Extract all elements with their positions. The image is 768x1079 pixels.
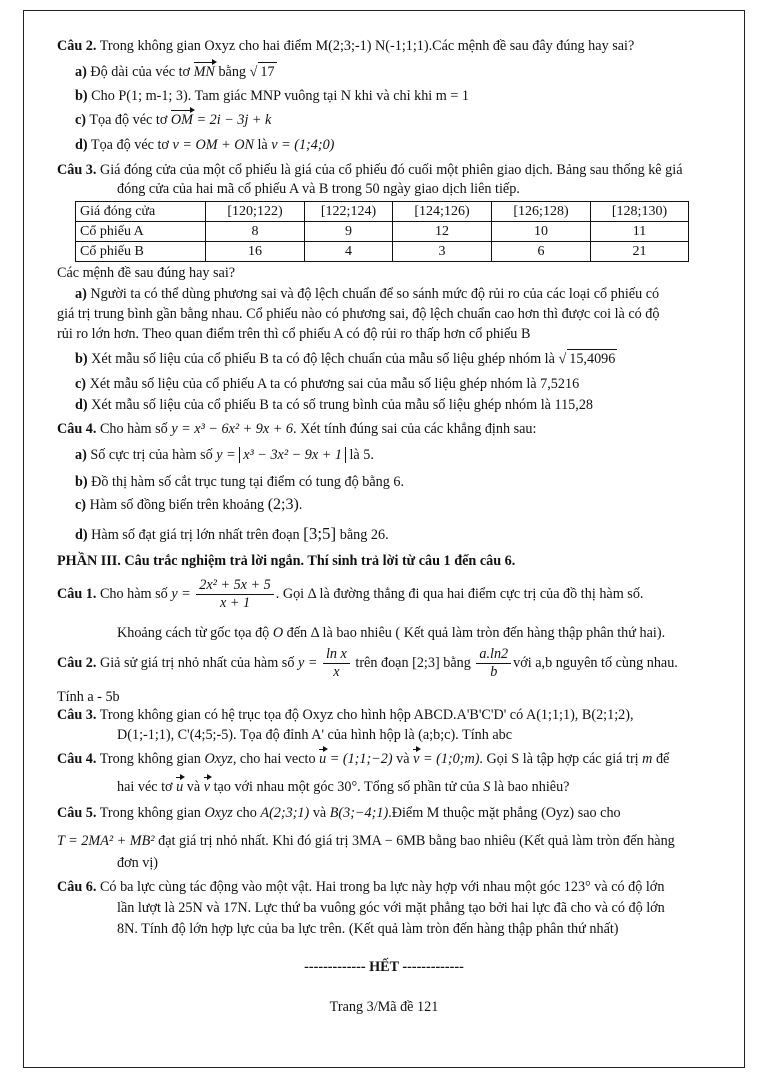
q3-a-1: a) Người ta có thể dùng phương sai và độ lệch chuẩn để so sánh mức độ rủi ro của các loại cổ phiếu có (75, 286, 660, 302)
p6-line-2: lần lượt là 25N và 17N. Lực thứ ba vuông góc với mặt phẳng tạo bởi hai lực đã cho và có độ lớn (117, 900, 665, 916)
stock-price-table (75, 201, 689, 262)
table-cell: [126;128) (492, 202, 591, 222)
table-cell: 10 (492, 222, 591, 242)
table-cell: 4 (305, 242, 393, 262)
end-marker: ------------- HẾT ------------- (304, 959, 464, 975)
p3-line-1: Câu 3. Trong không gian có hệ trục tọa độ Oxyz cho hình hộp ABCD.A'B'C'D' có A(1;1;1), B(2;1;2), (57, 707, 634, 723)
p5-line-2: T = 2MA² + MB² đạt giá trị nhỏ nhất. Khi đó giá trị 3MA − 6MB bằng bao nhiêu (Kết quả làm tròn đến hàng (57, 833, 675, 849)
table-row (76, 222, 689, 242)
q4-stem: Câu 4. Cho hàm số y = x³ − 6x² + 9x + 6. Xét tính đúng sai của các khẳng định sau: (57, 421, 537, 437)
table-cell: [120;122) (206, 202, 305, 222)
q4-b: b) Đồ thị hàm số cắt trục tung tại điểm có tung độ bằng 6. (75, 474, 405, 490)
table-cell: Cổ phiếu B (76, 242, 206, 262)
p6-line-1: Câu 6. Có ba lực cùng tác động vào một vật. Hai trong ba lực này hợp với nhau một góc 123° và có độ lớn (57, 879, 665, 895)
table-cell: 6 (492, 242, 591, 262)
p4-line-1: Câu 4. Trong không gian Oxyz, cho hai vecto u = (1;1;−2) và v = (1;0;m). Gọi S là tập hợp các giá trị m để (57, 751, 670, 767)
p6-line-3: 8N. Tính độ lớn hợp lực của ba lực trên. (Kết quả làm tròn đến hàng thập phân thứ nhất) (117, 921, 619, 937)
q4-d: d) Hàm số đạt giá trị lớn nhất trên đoạn [3;5] bằng 26. (75, 524, 389, 543)
p4-line-2: hai véc tơ u và v tạo với nhau một góc 30°. Tổng số phần tử của S là bao nhiêu? (117, 779, 570, 795)
table-cell: 21 (591, 242, 689, 262)
p1-line-2: Khoảng cách từ gốc tọa độ O đến Δ là bao nhiêu ( Kết quả làm tròn đến hàng thập phân thứ hai). (117, 625, 666, 641)
q3-stem-1: Câu 3. Giá đóng cửa của một cổ phiếu là giá của cổ phiếu đó cuối một phiên giao dịch. Bảng sau thống kê giá (57, 162, 683, 178)
table-cell: 3 (393, 242, 492, 262)
table-cell: [122;124) (305, 202, 393, 222)
part-3-heading: PHẦN III. Câu trắc nghiệm trả lời ngắn. Thí sinh trả lời từ câu 1 đến câu 6. (57, 553, 516, 569)
q3-c: c) Xét mẫu số liệu của cổ phiếu A ta có phương sai của mẫu số liệu ghép nhóm là 7,5216 (75, 376, 580, 392)
table-header-row (76, 202, 689, 222)
q2-d: d) Tọa độ véc tơ v = OM + ON là v = (1;4;0) (75, 137, 335, 153)
q3-b: b) Xét mẫu số liệu của cổ phiếu B ta có độ lệch chuẩn của mẫu số liệu ghép nhóm là √ 15,4096 (75, 351, 616, 367)
p2-line-2: Tính a - 5b (57, 689, 120, 705)
q2-a: a) Độ dài của véc tơ MN bằng √ 17 (75, 64, 275, 80)
table-row (76, 242, 689, 262)
p1-stem: Câu 1. Cho hàm số y = $\frac{\text{2x² + 5x + 5}}{x + 1}$ . Gọi Δ là đường thẳng đi qua hai điểm cực trị của đồ thị hàm số. (57, 577, 644, 612)
q2-b: b) Cho P(1; m-1; 3). Tam giác MNP vuông tại N khi và chỉ khi m = 1 (75, 88, 469, 104)
p5-line-3: đơn vị) (117, 855, 158, 871)
table-cell: Cổ phiếu A (76, 222, 206, 242)
table-cell: 9 (305, 222, 393, 242)
p3-line-2: D(1;-1;1), C'(4;5;-5). Tọa độ đỉnh A' của hình hộp là (a;b;c). Tính abc (117, 727, 513, 743)
q3-stem-2: đóng cửa của hai mã cổ phiếu A và B trong 50 ngày giao dịch liên tiếp. (117, 181, 520, 197)
q4-a: a) Số cực trị của hàm số y = x³ − 3x² − 9x + 1 là 5. (75, 447, 374, 463)
q2-c: c) Tọa độ véc tơ OM = 2i − 3j + k (75, 112, 272, 128)
q2-stem: Câu 2. Trong không gian Oxyz cho hai điểm M(2;3;-1) N(-1;1;1).Các mệnh đề sau đây đúng hay sai? (57, 38, 635, 54)
p5-line-1: Câu 5. Trong không gian Oxyz cho A(2;3;1) và B(3;−4;1).Điểm M thuộc mặt phẳng (Oyz) sao cho (57, 805, 621, 821)
table-cell: 11 (591, 222, 689, 242)
q3-a-2: giá trị trung bình gần bằng nhau. Cổ phiếu nào có phương sai, độ lệch chuẩn cao hơn thì được coi là có độ (57, 306, 660, 322)
q3-d: d) Xét mẫu số liệu của cổ phiếu B ta có số trung bình của mẫu số liệu ghép nhóm là 115,28 (75, 397, 594, 413)
q4-c: c) Hàm số đồng biến trên khoảng (2;3). (75, 496, 303, 513)
table-cell: 16 (206, 242, 305, 262)
table-cell: [128;130) (591, 202, 689, 222)
p2-stem: Câu 2. Giả sử giá trị nhỏ nhất của hàm số y = $\frac{\text{ln x}}{x}$ trên đoạn [2;3] bằng $\frac{a.\ln 2}{b}$ với a,b nguyên tố cùng nhau. (57, 646, 678, 681)
q3-prompt: Các mệnh đề sau đúng hay sai? (57, 265, 236, 281)
q3-a-3: rủi ro lớn hơn. Theo quan điểm trên thì cổ phiếu A có độ rủi ro thấp hơn cổ phiếu B (57, 326, 531, 342)
table-cell: Giá đóng cửa (76, 202, 206, 222)
table-cell: [124;126) (393, 202, 492, 222)
page-footer: Trang 3/Mã đề 121 (329, 999, 439, 1015)
table-cell: 12 (393, 222, 492, 242)
table-cell: 8 (206, 222, 305, 242)
